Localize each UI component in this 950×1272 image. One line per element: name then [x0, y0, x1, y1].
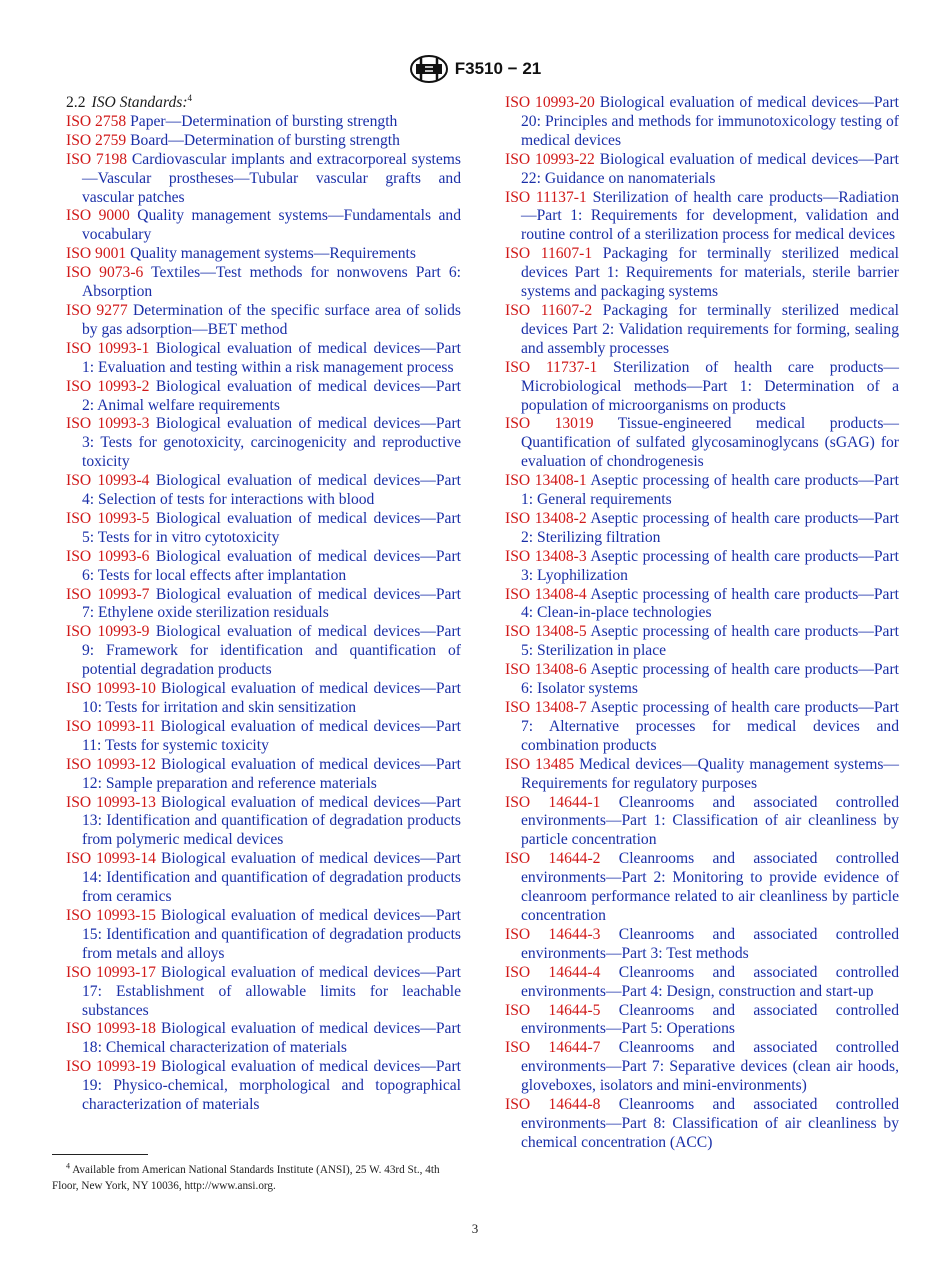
standard-code-link[interactable]: ISO 9073-6	[66, 264, 144, 282]
reference-entry	[505, 510, 899, 548]
reference-entry	[66, 151, 461, 208]
standard-code-link[interactable]: ISO 2758	[66, 112, 127, 130]
reference-entry	[66, 756, 461, 794]
standard-title-link[interactable]: Aseptic processing of health care products—Part 1: General requirements	[521, 472, 900, 509]
standard-code-link[interactable]: ISO 10993-18	[66, 1020, 156, 1038]
standard-title-link[interactable]: Quality management systems—Requirements	[130, 245, 416, 263]
standard-title-link[interactable]: Biological evaluation of medical devices—Part 2: Animal welfare requirements	[82, 377, 461, 414]
standard-code-link[interactable]: ISO 10993-10	[66, 680, 156, 698]
standard-title-link[interactable]: Aseptic processing of health care products—Part 4: Clean-in-place technologies	[521, 585, 900, 622]
standard-code-link[interactable]: ISO 11737-1	[505, 358, 598, 376]
reference-entry	[66, 264, 461, 302]
reference-entry	[505, 94, 899, 151]
standard-title-link[interactable]: Biological evaluation of medical devices—Part 15: Identification and quantification of degradation products from metals and alloys	[82, 906, 461, 962]
reference-entry	[505, 415, 899, 472]
reference-list-left	[66, 113, 461, 1115]
standard-title-link[interactable]: Cleanrooms and associated controlled environments—Part 4: Design, construction and start-up	[521, 963, 899, 1000]
standard-code-link[interactable]: ISO 10993-3	[66, 415, 150, 433]
standard-code-link[interactable]: ISO 9277	[66, 301, 128, 319]
reference-entry	[505, 1039, 899, 1096]
standard-code-link[interactable]: ISO 10993-15	[66, 906, 156, 924]
reference-entry	[505, 359, 899, 416]
page-number: 3	[471, 1221, 479, 1236]
reference-entry	[505, 472, 899, 510]
reference-entry	[505, 699, 899, 756]
standard-code-link[interactable]: ISO 9001	[66, 245, 127, 263]
standard-title-link[interactable]: Tissue-engineered medical products—Quantification of sulfated glycosaminoglycans (sGAG) for evaluation of chondrogenesis	[521, 415, 899, 471]
reference-entry	[66, 113, 461, 132]
standard-title-link[interactable]: Determination of the specific surface area of solids by gas adsorption—BET method	[82, 301, 461, 338]
standard-code-link[interactable]: ISO 13408-3	[505, 547, 587, 565]
standard-code-link[interactable]: ISO 14644-1	[505, 793, 601, 811]
standard-code-link[interactable]: ISO 2759	[66, 131, 127, 149]
standard-title-link[interactable]: Aseptic processing of health care products—Part 7: Alternative processes for medical devices and combination products	[521, 699, 900, 754]
reference-entry	[66, 907, 461, 964]
standard-code-link[interactable]: ISO 13408-4	[505, 585, 587, 603]
standard-title-link[interactable]: Textiles—Test methods for nonwovens Part 6: Absorption	[82, 264, 461, 301]
reference-entry	[66, 680, 461, 718]
standard-code-link[interactable]: ISO 11137-1	[505, 188, 587, 206]
standard-code-link[interactable]: ISO 10993-12	[66, 755, 156, 773]
reference-entry	[66, 1058, 461, 1115]
standard-title-link[interactable]: Cleanrooms and associated controlled environments—Part 8: Classification of air cleanliness by chemical concentration (ACC)	[521, 1096, 899, 1151]
reference-entry	[505, 1002, 899, 1040]
reference-entry	[66, 378, 461, 416]
standard-code-link[interactable]: ISO 10993-5	[66, 509, 150, 527]
reference-entry	[505, 189, 899, 246]
standard-title-link[interactable]: Cardiovascular implants and extracorporeal systems—Vascular prostheses—Tubular vascular grafts and vascular patches	[82, 150, 461, 206]
standard-title-link[interactable]: Biological evaluation of medical devices—Part 14: Identification and quantification of degradation products from ceramics	[82, 850, 461, 906]
left-column	[66, 94, 461, 1115]
reference-entry	[505, 245, 899, 302]
reference-entry	[505, 623, 899, 661]
reference-entry	[66, 794, 461, 851]
section-title: ISO Standards:	[91, 94, 188, 111]
reference-entry	[66, 340, 461, 378]
standard-title-link[interactable]: Biological evaluation of medical devices—Part 17: Establishment of allowable limits for leachable substances	[82, 963, 461, 1019]
section-heading	[66, 94, 461, 113]
standard-code-link[interactable]: ISO 10993-17	[66, 963, 156, 981]
reference-entry	[505, 548, 899, 586]
standard-title-link[interactable]: Aseptic processing of health care products—Part 6: Isolator systems	[521, 661, 900, 698]
standard-title-link[interactable]: Aseptic processing of health care products—Part 2: Sterilizing filtration	[521, 509, 900, 546]
standard-code-link[interactable]: ISO 10993-22	[505, 150, 595, 168]
reference-entry	[66, 302, 461, 340]
standard-title-link[interactable]: Biological evaluation of medical devices—Part 1: Evaluation and testing within a risk management process	[82, 339, 461, 376]
standard-title-link[interactable]: Biological evaluation of medical devices—Part 3: Tests for genotoxicity, carcinogenicity and reproductive toxicity	[82, 415, 461, 471]
astm-logo-icon	[409, 54, 449, 84]
reference-entry	[505, 151, 899, 189]
standard-title-link[interactable]: Sterilization of health care products—Microbiological methods—Part 1: Determination of a population of microorganisms on products	[521, 358, 900, 414]
standard-title-link[interactable]: Board—Determination of bursting strength	[130, 131, 400, 149]
right-column	[505, 94, 899, 1153]
reference-entry	[66, 548, 461, 586]
standard-code-link[interactable]: ISO 14644-5	[505, 1001, 601, 1019]
standard-title-link[interactable]: Cleanrooms and associated controlled environments—Part 5: Operations	[521, 1001, 899, 1038]
standard-code-link[interactable]: ISO 11607-1	[505, 245, 593, 263]
standard-title-link[interactable]: Biological evaluation of medical devices—Part 11: Tests for systemic toxicity	[82, 717, 461, 754]
reference-entry	[66, 415, 461, 472]
standard-code-link[interactable]: ISO 10993-1	[66, 339, 150, 357]
standard-title-link[interactable]: Cleanrooms and associated controlled environments—Part 1: Classification of air cleanliness by particle concentration	[521, 793, 899, 849]
reference-entry	[505, 926, 899, 964]
reference-entry	[66, 510, 461, 548]
footnote-text: Available from American National Standards Institute (ANSI), 25 W. 43rd St., 4th Floor, New York, NY 10036, http://www.ansi.org.	[52, 1164, 440, 1192]
standard-title-link[interactable]: Biological evaluation of medical devices—Part 7: Ethylene oxide sterilization residuals	[82, 585, 461, 622]
standard-code-link[interactable]: ISO 13408-1	[505, 472, 587, 490]
standard-code-link[interactable]: ISO 13485	[505, 755, 575, 773]
footnote-ref: 4	[187, 92, 193, 103]
footnote	[52, 1162, 464, 1194]
reference-entry	[66, 586, 461, 624]
standard-code-link[interactable]: ISO 13019	[505, 415, 594, 433]
standard-code-link[interactable]: ISO 10993-7	[66, 585, 150, 603]
standard-code-link[interactable]: ISO 10993-14	[66, 850, 156, 868]
reference-entry	[66, 1020, 461, 1058]
standard-title-link[interactable]: Sterilization of health care products—Radiation—Part 1: Requirements for development, validation and routine control of a sterilization process for medical devices	[521, 188, 899, 244]
reference-entry	[66, 207, 461, 245]
standard-code-link[interactable]: ISO 14644-8	[505, 1096, 601, 1114]
standard-title-link[interactable]: Biological evaluation of medical devices—Part 10: Tests for irritation and skin sensitization	[82, 680, 461, 716]
document-id: F3510 − 21	[454, 59, 542, 78]
standard-code-link[interactable]: ISO 7198	[66, 150, 128, 168]
standard-title-link[interactable]: Packaging for terminally sterilized medical devices Part 1: Requirements for materials, sterile barrier systems and packaging systems	[521, 245, 900, 301]
standard-code-link[interactable]: ISO 10993-11	[66, 717, 156, 735]
reference-entry	[66, 245, 461, 264]
standard-code-link[interactable]: ISO 10993-13	[66, 793, 156, 811]
reference-entry	[505, 964, 899, 1002]
standard-code-link[interactable]: ISO 14644-4	[505, 963, 601, 981]
standard-title-link[interactable]: Biological evaluation of medical devices—Part 13: Identification and quantification of degradation products from polymeric medical devices	[82, 793, 461, 849]
reference-entry	[505, 756, 899, 794]
reference-entry	[66, 718, 461, 756]
reference-entry	[505, 586, 899, 624]
reference-entry	[505, 794, 899, 851]
standard-title-link[interactable]: Biological evaluation of medical devices—Part 4: Selection of tests for interactions with blood	[82, 472, 461, 509]
standard-code-link[interactable]: ISO 10993-6	[66, 547, 150, 565]
standard-code-link[interactable]: ISO 13408-7	[505, 699, 587, 716]
standard-title-link[interactable]: Cleanrooms and associated controlled environments—Part 2: Monitoring to provide evidence of cleanroom performance related to air cleanliness by particle concentration	[521, 850, 899, 924]
standard-code-link[interactable]: ISO 13408-2	[505, 509, 587, 527]
reference-entry	[66, 132, 461, 151]
standard-code-link[interactable]: ISO 10993-2	[66, 377, 150, 395]
standard-title-link[interactable]: Biological evaluation of medical devices—Part 19: Physico-chemical, morphological and topographical characterization of materials	[82, 1058, 461, 1114]
standard-code-link[interactable]: ISO 13408-5	[505, 623, 587, 641]
footnote-divider	[52, 1154, 148, 1155]
standard-code-link[interactable]: ISO 14644-3	[505, 925, 601, 943]
section-number: 2.2	[66, 94, 86, 111]
standard-title-link[interactable]: Biological evaluation of medical devices—Part 12: Sample preparation and reference materials	[82, 755, 461, 792]
reference-entry	[66, 850, 461, 907]
standard-code-link[interactable]: ISO 13408-6	[505, 661, 587, 679]
reference-list-right	[505, 94, 899, 1153]
standard-code-link[interactable]: ISO 14644-2	[505, 850, 601, 868]
standard-code-link[interactable]: ISO 10993-9	[66, 623, 150, 641]
standard-code-link[interactable]: ISO 10993-4	[66, 472, 150, 490]
standard-title-link[interactable]: Biological evaluation of medical devices—Part 22: Guidance on nanomaterials	[521, 150, 900, 187]
standard-title-link[interactable]: Biological evaluation of medical devices—Part 5: Tests for in vitro cytotoxicity	[82, 509, 461, 546]
reference-entry	[505, 302, 899, 359]
standard-title-link[interactable]: Packaging for terminally sterilized medical devices Part 2: Validation requirements for forming, sealing and assembly processes	[521, 301, 900, 357]
standard-title-link[interactable]: Cleanrooms and associated controlled environments—Part 3: Test methods	[521, 925, 899, 962]
standard-title-link[interactable]: Biological evaluation of medical devices—Part 18: Chemical characterization of materials	[82, 1020, 461, 1057]
standard-title-link[interactable]: Biological evaluation of medical devices—Part 20: Principles and methods for immunotoxicology testing of medical devices	[521, 94, 900, 149]
standard-title-link[interactable]: Aseptic processing of health care products—Part 3: Lyophilization	[521, 547, 900, 584]
reference-entry	[505, 661, 899, 699]
reference-entry	[505, 1096, 899, 1153]
reference-entry	[505, 850, 899, 926]
standard-code-link[interactable]: ISO 10993-20	[505, 94, 595, 111]
reference-entry	[66, 623, 461, 680]
reference-entry	[66, 472, 461, 510]
page-header	[0, 54, 950, 84]
standard-title-link[interactable]: Quality management systems—Fundamentals and vocabulary	[82, 207, 461, 244]
standard-title-link[interactable]: Cleanrooms and associated controlled environments—Part 7: Separative devices (clean air hoods, gloveboxes, isolators and mini-environments)	[521, 1039, 899, 1095]
reference-entry	[66, 964, 461, 1021]
standard-title-link[interactable]: Biological evaluation of medical devices—Part 9: Framework for identification and quantification of potential degradation products	[82, 623, 461, 679]
standard-code-link[interactable]: ISO 11607-2	[505, 301, 593, 319]
standard-title-link[interactable]: Aseptic processing of health care products—Part 5: Sterilization in place	[521, 623, 900, 660]
standard-title-link[interactable]: Medical devices—Quality management systems—Requirements for regulatory purposes	[521, 755, 900, 792]
standard-code-link[interactable]: ISO 10993-19	[66, 1058, 156, 1076]
standard-code-link[interactable]: ISO 14644-7	[505, 1039, 601, 1057]
standard-title-link[interactable]: Biological evaluation of medical devices—Part 6: Tests for local effects after implantation	[82, 547, 461, 584]
standard-title-link[interactable]: Paper—Determination of bursting strength	[130, 112, 398, 130]
standard-code-link[interactable]: ISO 9000	[66, 207, 130, 225]
footnote-marker: 4	[66, 1161, 70, 1171]
